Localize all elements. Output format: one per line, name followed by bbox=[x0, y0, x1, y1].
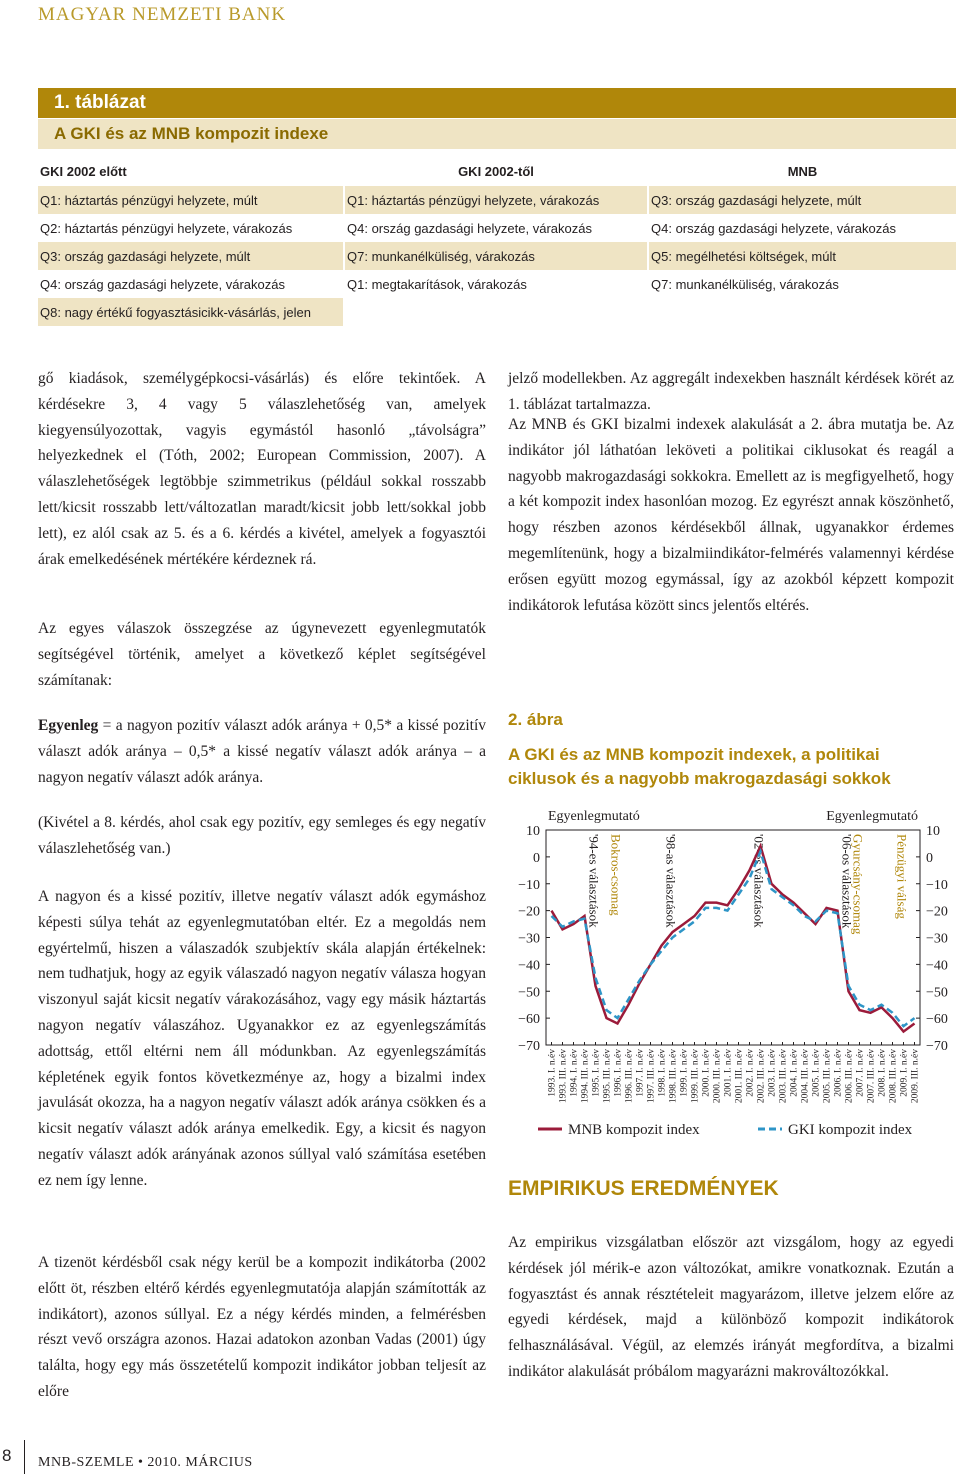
table-header-cell: GKI 2002-től bbox=[344, 156, 648, 186]
event-annotation: Gyurcsány-csomag bbox=[850, 834, 866, 935]
y-tick-label-right: −70 bbox=[926, 1039, 948, 1054]
x-tick-label: 1994. III. n.év bbox=[580, 1049, 591, 1104]
x-tick-label: 1999. III. n.év bbox=[690, 1049, 701, 1104]
y-tick-label-right: −20 bbox=[926, 904, 948, 920]
table-cell: Q7: munkanélküliség, várakozás bbox=[344, 242, 648, 270]
x-tick-label: 1997. I. n.év bbox=[635, 1049, 646, 1097]
x-tick-label: 1996. III. n.év bbox=[624, 1049, 635, 1104]
y-tick-label-left: −10 bbox=[518, 877, 540, 893]
x-tick-label: 1995. I. n.év bbox=[591, 1049, 602, 1097]
table-cell: Q4: ország gazdasági helyzete, várakozás bbox=[40, 276, 285, 292]
paragraph: A nagyon és a kissé pozitív, illetve negatív választ adók egymáshoz képesti súlya tehát az egyenlegmutatóban eltér. Ez a megoldás nem egyértelmű, hiszen a válaszadók szubjektív skála alapján értékelnek: nem tudhatjuk, hogy az egyik válaszadó nagyon negatív válasza hogyan viszonyul saját kicsit negatív várakozásához, vagy egy másik háztartás nagyon negatív válaszához. Ugyanakkor ez az egyenlegszámítás adottság, ettől eltérni nem áll módunkban. Az egyenlegszámítás képletének egyik fontos következménye az, hogy a bizalmi index javulását okozza, ha a nagyon negatív választ adók aránya csökken és a kicsit negatív választ adók aránya emelkedik. Egy, a kicsit és nagyon negatív választ adók arányának azonos súllyal való számítása esetében ez nem így lenne. bbox=[38, 888, 486, 1189]
figure-title: A GKI és az MNB kompozit indexek, a politikai ciklusok és a nagyobb makrogazdasági sokkok bbox=[508, 745, 891, 788]
y-tick-label-left: −60 bbox=[518, 1012, 540, 1028]
event-annotation: '94-es választások bbox=[586, 834, 602, 928]
paragraph: gő kiadások, személygépkocsi-vásárlás) és előre tekintőek. A kérdésekre 3, 4 vagy 5 válaszlehetőség van, amelyek kiegyensúlyozottak, vagyis egymástól hasonló „távolságra” helyezkednek el (Tóth, 2002; European Commission, 2007). A válaszlehetőségek legtöbbje szimmetrikus (például sokkal rosszabb lett/kicsit rosszabb lett/változatlan maradt/kicsit jobb lett/sokkal jobb lett), ez alól csak az 5. és a 6. kérdés a kivétel, amelyek a fogyasztói árak emelkedésének mértékére kérdeznek rá. bbox=[38, 370, 486, 568]
footer-text: MNB-SZEMLE • 2010. MÁRCIUS bbox=[38, 1455, 253, 1470]
table-cell: Q1: háztartás pénzügyi helyzete, múlt bbox=[38, 186, 344, 214]
x-tick-label: 1998. I. n.év bbox=[657, 1049, 668, 1097]
figure-number: 2. ábra bbox=[508, 710, 563, 729]
paragraph: jelző modellekben. Az aggregált indexekben használt kérdések körét az 1. táblázat tartalmazza. bbox=[508, 370, 954, 413]
y-tick-label-left: −70 bbox=[518, 1039, 540, 1054]
event-annotation: '06-os választások bbox=[839, 834, 855, 929]
table-cell: Q8: nagy értékű fogyasztásicikk-vásárlás, jelen bbox=[38, 298, 344, 326]
paragraph: Az MNB és GKI bizalmi indexek alakulását a 2. ábra mutatja be. Az indikátor jól láthatóan leköveti a politikai ciklusokat és reagál a nagyobb makrogazdasági sokkokra. Emellett az is megfigyelhető, hogy a két kompozit index hasonlóan mozog. Ez egyrészt annak köszönhető, hogy részben azonos kérdésekből állnak, ugyanakkor érdemes megemlítenünk, hogy a bizalmiindikátor-felmérés valamennyi kérdése erősen együtt mozog egymással, így az azokból képzett kompozit indikátorok lefutása között sincs jelentős eltérés. bbox=[508, 416, 954, 614]
table-cell: Q2: háztartás pénzügyi helyzete, várakozás bbox=[40, 220, 293, 236]
y-axis-title-left: Egyenlegmutató bbox=[548, 809, 640, 824]
table-cell: Q7: munkanélküliség, várakozás bbox=[648, 270, 956, 298]
x-tick-label: 1993. III. n.év bbox=[558, 1049, 569, 1104]
y-tick-label-right: −50 bbox=[926, 985, 948, 1001]
x-tick-label: 2003. III. n.év bbox=[778, 1049, 789, 1104]
confidence-index-chart bbox=[508, 800, 960, 1150]
paragraph: (Kivétel a 8. kérdés, ahol csak egy pozitív, egy semleges és egy negatív válaszlehetőség van.) bbox=[38, 814, 486, 857]
footer-rule bbox=[24, 1440, 25, 1474]
y-tick-label-left: −30 bbox=[518, 931, 540, 947]
x-tick-label: 2003. I. n.év bbox=[767, 1049, 778, 1097]
journal-header: MAGYAR NEMZETI BANK bbox=[38, 4, 287, 25]
formula-body: = a nagyon pozitív választ adók aránya + 0,5* a kissé pozitív választ adók aránya – 0,5* a kissé negatív választ adók aránya – a nagyon negatív választ adók aránya. bbox=[38, 717, 486, 786]
x-tick-label: 2006. III. n.év bbox=[844, 1049, 855, 1104]
y-tick-label-left: −40 bbox=[518, 958, 540, 974]
x-tick-label: 1997. III. n.év bbox=[646, 1049, 657, 1104]
table-header-cell: GKI 2002 előtt bbox=[40, 163, 127, 179]
x-tick-label: 2002. I. n.év bbox=[745, 1049, 756, 1097]
y-axis-title-right: Egyenlegmutató bbox=[826, 809, 918, 824]
x-tick-label: 2002. III. n.év bbox=[756, 1049, 767, 1104]
table-cell: Q1: megtakarítások, várakozás bbox=[344, 270, 648, 298]
event-annotation: '02-es választások bbox=[751, 834, 767, 928]
table-label: 1. táblázat bbox=[38, 88, 956, 118]
x-tick-label: 1994. I. n.év bbox=[569, 1049, 580, 1097]
legend-label: MNB kompozit index bbox=[568, 1122, 700, 1138]
x-tick-label: 2008. I. n.év bbox=[877, 1049, 888, 1097]
x-tick-label: 1993. I. n.év bbox=[547, 1049, 558, 1097]
paragraph: Az empirikus vizsgálatban először azt vizsgálom, hogy az egyedi kérdések jól mérik-e azon változókat, amikre vonatkoznak. Ezután a fogyasztást és annak résztételeit magyarázom, illetve jelzem előre az egyedi kérdések, majd a különböző kompozit indikátorok felhasználásával. Végül, az elemzés irányát megfordítva, a bizalmi indikátor alakulását próbálom magyarázni makrováltozókkal. bbox=[508, 1234, 954, 1380]
paragraph: Az egyes válaszok összegzése az úgynevezett egyenlegmutatók segítségével történik, amelyet a következő képlet segítségével számítanak: bbox=[38, 620, 486, 689]
page-number: 8 bbox=[2, 1446, 12, 1465]
x-tick-label: 2007. I. n.év bbox=[855, 1049, 866, 1097]
y-tick-label-right: −60 bbox=[926, 1012, 948, 1028]
x-tick-label: 2004. I. n.év bbox=[789, 1049, 800, 1097]
x-tick-label: 2001. III. n.év bbox=[734, 1049, 745, 1104]
x-tick-label: 2004. III. n.év bbox=[800, 1049, 811, 1104]
event-annotation: Bokros-csomag bbox=[608, 834, 624, 916]
x-tick-label: 2009. III. n.év bbox=[910, 1049, 921, 1104]
x-tick-label: 2005. I. n.év bbox=[811, 1049, 822, 1097]
y-tick-label-left: 10 bbox=[526, 824, 540, 839]
y-tick-label-right: −10 bbox=[926, 877, 948, 893]
section-title: EMPIRIKUS EREDMÉNYEK bbox=[508, 1177, 779, 1200]
x-tick-label: 2007. III. n.év bbox=[866, 1049, 877, 1104]
table-title: A GKI és az MNB kompozit indexe bbox=[38, 119, 956, 149]
y-tick-label-left: −20 bbox=[518, 904, 540, 920]
table-cell: Q3: ország gazdasági helyzete, múlt bbox=[38, 242, 344, 270]
formula-head: Egyenleg bbox=[38, 717, 99, 734]
formula bbox=[38, 713, 486, 790]
composite-index-table bbox=[38, 156, 956, 326]
x-tick-label: 2005. III. n.év bbox=[822, 1049, 833, 1104]
x-tick-label: 1998. III. n.év bbox=[668, 1049, 679, 1104]
x-tick-label: 2001. I. n.év bbox=[723, 1049, 734, 1097]
table-cell: Q3: ország gazdasági helyzete, múlt bbox=[648, 186, 956, 214]
y-tick-label-right: −40 bbox=[926, 958, 948, 974]
event-annotation: '98-as választások bbox=[663, 834, 679, 928]
paragraph: A tizenöt kérdésből csak négy kerül be a kompozit indikátorba (2002 előtt öt, részben eltérő kérdés egyenlegmutatója alapján számították az indikátort), azonos súllyal. Ez a négy kérdés minden, a felmérésben részt vevő országra azonos. Hazai adatokon azonban Vadas (2001) úgy találta, hogy egy más összetételű kompozit indikátor jobban teljesít az előre bbox=[38, 1254, 486, 1400]
x-tick-label: 2009. I. n.év bbox=[899, 1049, 910, 1097]
y-tick-label-left: −50 bbox=[518, 985, 540, 1001]
table-cell bbox=[648, 298, 956, 326]
table-cell bbox=[344, 298, 648, 326]
x-tick-label: 1996. I. n.év bbox=[613, 1049, 624, 1097]
x-tick-label: 2008. III. n.év bbox=[888, 1049, 899, 1104]
x-tick-label: 1995. III. n.év bbox=[602, 1049, 613, 1104]
y-tick-label-left: 0 bbox=[533, 850, 540, 866]
table-cell: Q5: megélhetési költségek, múlt bbox=[648, 242, 956, 270]
x-tick-label: 1999. I. n.év bbox=[679, 1049, 690, 1097]
table-cell: Q4: ország gazdasági helyzete, várakozás bbox=[344, 214, 648, 242]
y-tick-label-right: 0 bbox=[926, 850, 933, 866]
x-tick-label: 2000. I. n.év bbox=[701, 1049, 712, 1097]
x-tick-label: 2000. III. n.év bbox=[712, 1049, 723, 1104]
legend-label: GKI kompozit index bbox=[788, 1122, 913, 1138]
table-header-cell: MNB bbox=[648, 156, 956, 186]
event-annotation: Pénzügyi válság bbox=[894, 834, 910, 919]
y-tick-label-right: −30 bbox=[926, 931, 948, 947]
table-cell: Q4: ország gazdasági helyzete, várakozás bbox=[648, 214, 956, 242]
table-cell: Q1: háztartás pénzügyi helyzete, várakozás bbox=[344, 186, 648, 214]
x-tick-label: 2006. I. n.év bbox=[833, 1049, 844, 1097]
y-tick-label-right: 10 bbox=[926, 824, 940, 839]
